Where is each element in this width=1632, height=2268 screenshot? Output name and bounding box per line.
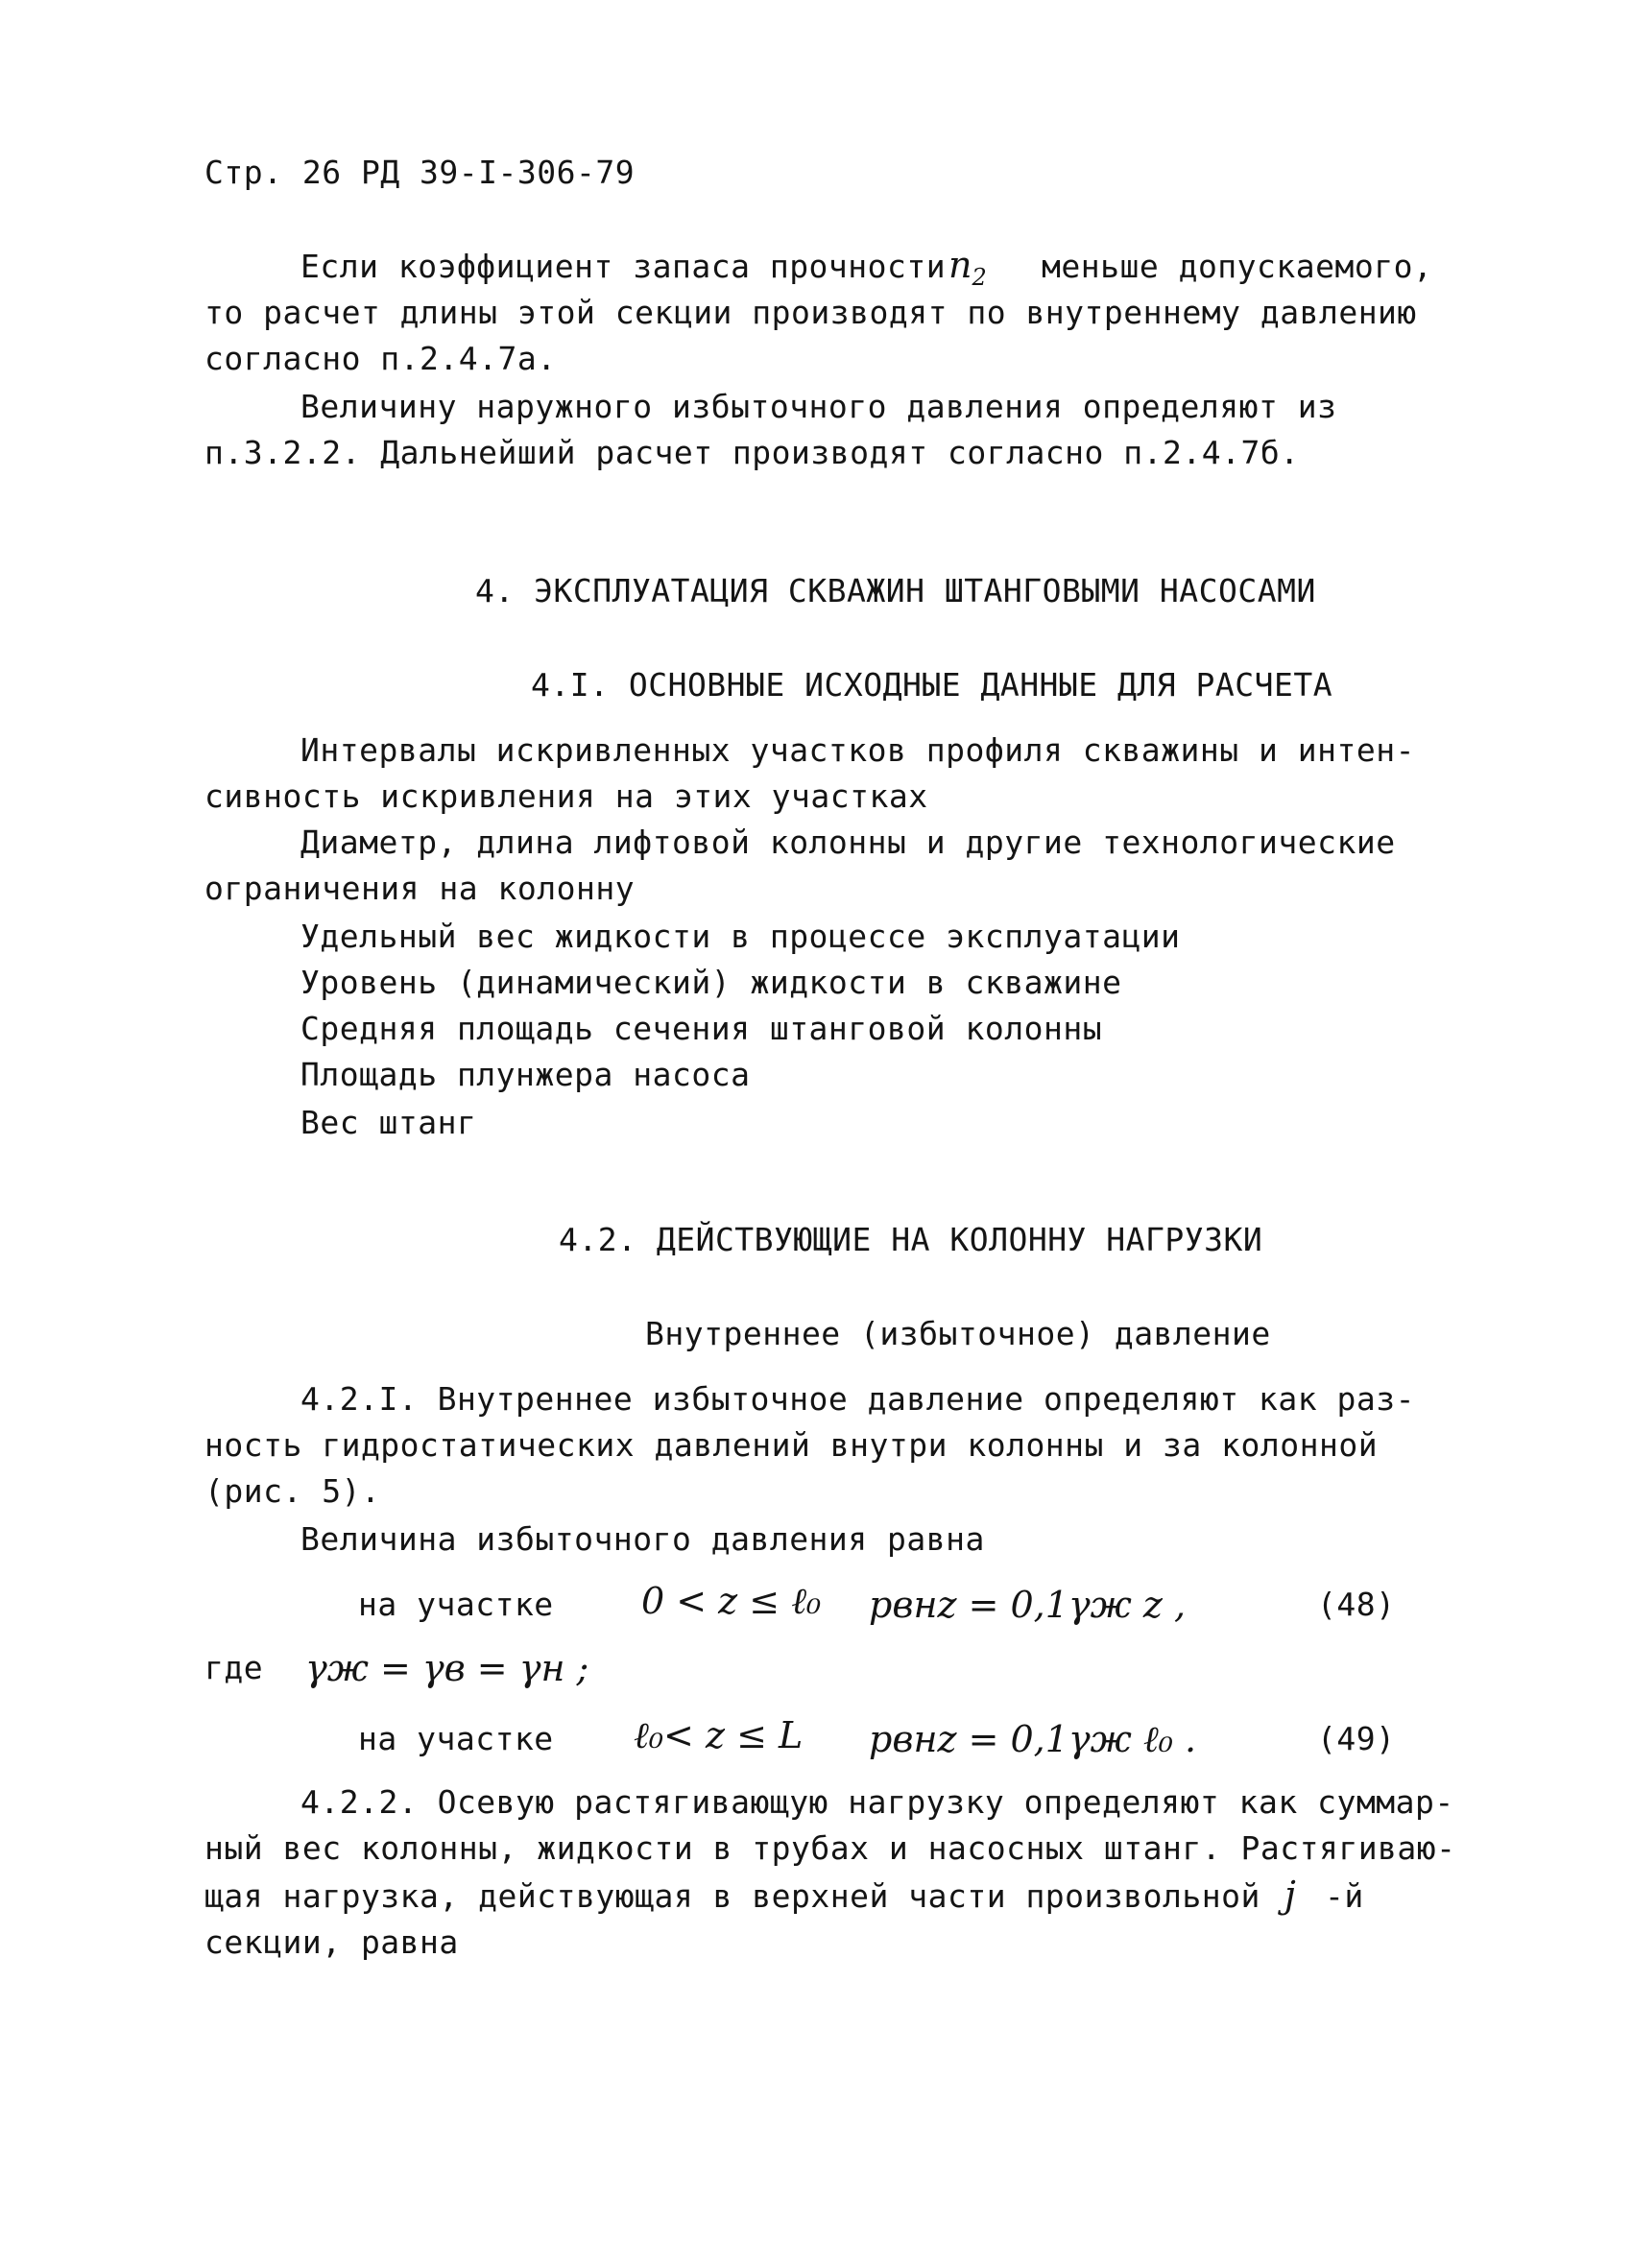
page-header: Стр. 26 РД 39-I-306-79 — [204, 154, 636, 191]
p2-line2: п.3.2.2. Дальнейший расчет производят согласно п.2.4.7б. — [204, 434, 1300, 471]
where-formula: γж = γв = γн ; — [305, 1647, 589, 1689]
var-n2 — [948, 244, 987, 298]
eq49-formula: pвнz = 0,1γж ℓ₀ . — [869, 1718, 1197, 1760]
var-j: j — [1284, 1874, 1296, 1916]
list-item-2b: ограничения на колонну — [204, 870, 636, 907]
p1-line2: то расчет длины этой секции производят по внутреннему давлению — [204, 294, 1417, 331]
p421-line3: (рис. 5). — [204, 1472, 381, 1510]
p1-line1a: Если коэффициент запаса прочности — [300, 248, 947, 285]
subsection-title: Внутреннее (избыточное) давление — [645, 1315, 1271, 1352]
list-item-5: Средняя площадь сечения штанговой колонны — [300, 1010, 1103, 1047]
p422-line3b: -й — [1325, 1877, 1364, 1915]
p422-line3a: щая нагрузка, действующая в верхней части произвольной — [204, 1877, 1260, 1915]
p421-line2: ность гидростатических давлений внутри колонны и за колонной — [204, 1426, 1379, 1464]
p421-line1: 4.2.I. Внутреннее избыточное давление определяют как раз- — [300, 1380, 1415, 1418]
section-4-1-title: 4.I. ОСНОВНЫЕ ИСХОДНЫЕ ДАННЫЕ ДЛЯ РАСЧЕТА — [531, 666, 1333, 704]
eq48-formula: pвнz = 0,1γж z , — [869, 1584, 1187, 1626]
list-item-4: Уровень (динамический) жидкости в скважине — [300, 964, 1122, 1001]
eq48-label: на участке — [358, 1586, 554, 1623]
eq49-number: (49) — [1317, 1720, 1396, 1757]
list-item-6: Площадь плунжера насоса — [300, 1056, 751, 1093]
where-word: где — [204, 1649, 264, 1686]
section-4-2-title: 4.2. ДЕЙСТВУЮЩИЕ НА КОЛОННУ НАГРУЗКИ — [559, 1221, 1263, 1258]
p422-line1: 4.2.2. Осевую растягивающую нагрузку определяют как суммар- — [300, 1783, 1454, 1821]
p422-line2: ный вес колонны, жидкости в трубах и насосных штанг. Растягиваю- — [204, 1829, 1456, 1867]
list-item-1a: Интервалы искривленных участков профиля скважины и интен- — [300, 731, 1415, 769]
eq49-range: ℓ₀< z ≤ L — [634, 1714, 804, 1756]
list-item-3: Удельный вес жидкости в процессе эксплуатации — [300, 918, 1181, 955]
var-n-letter: n — [948, 244, 972, 286]
var-n-subscript: 2 — [972, 264, 987, 291]
list-item-1b: сивность искривления на этих участках — [204, 777, 928, 815]
list-item-2a: Диаметр, длина лифтовой колонны и другие технологические — [300, 824, 1396, 861]
eq49-label: на участке — [358, 1720, 554, 1757]
list-item-7: Вес штанг — [300, 1104, 477, 1141]
section-4-title: 4. ЭКСПЛУАТАЦИЯ СКВАЖИН ШТАНГОВЫМИ НАСОСАМИ — [475, 572, 1316, 609]
eq48-number: (48) — [1317, 1586, 1396, 1623]
p422-line4: секции, равна — [204, 1923, 459, 1961]
p2-line1: Величину наружного избыточного давления определяют из — [300, 388, 1337, 425]
eq48-range: 0 < z ≤ ℓ₀ — [641, 1580, 822, 1622]
p1-line1b: меньше допускаемого, — [1042, 248, 1433, 285]
p421-line4: Величина избыточного давления равна — [300, 1520, 985, 1558]
p1-line3: согласно п.2.4.7а. — [204, 340, 557, 377]
